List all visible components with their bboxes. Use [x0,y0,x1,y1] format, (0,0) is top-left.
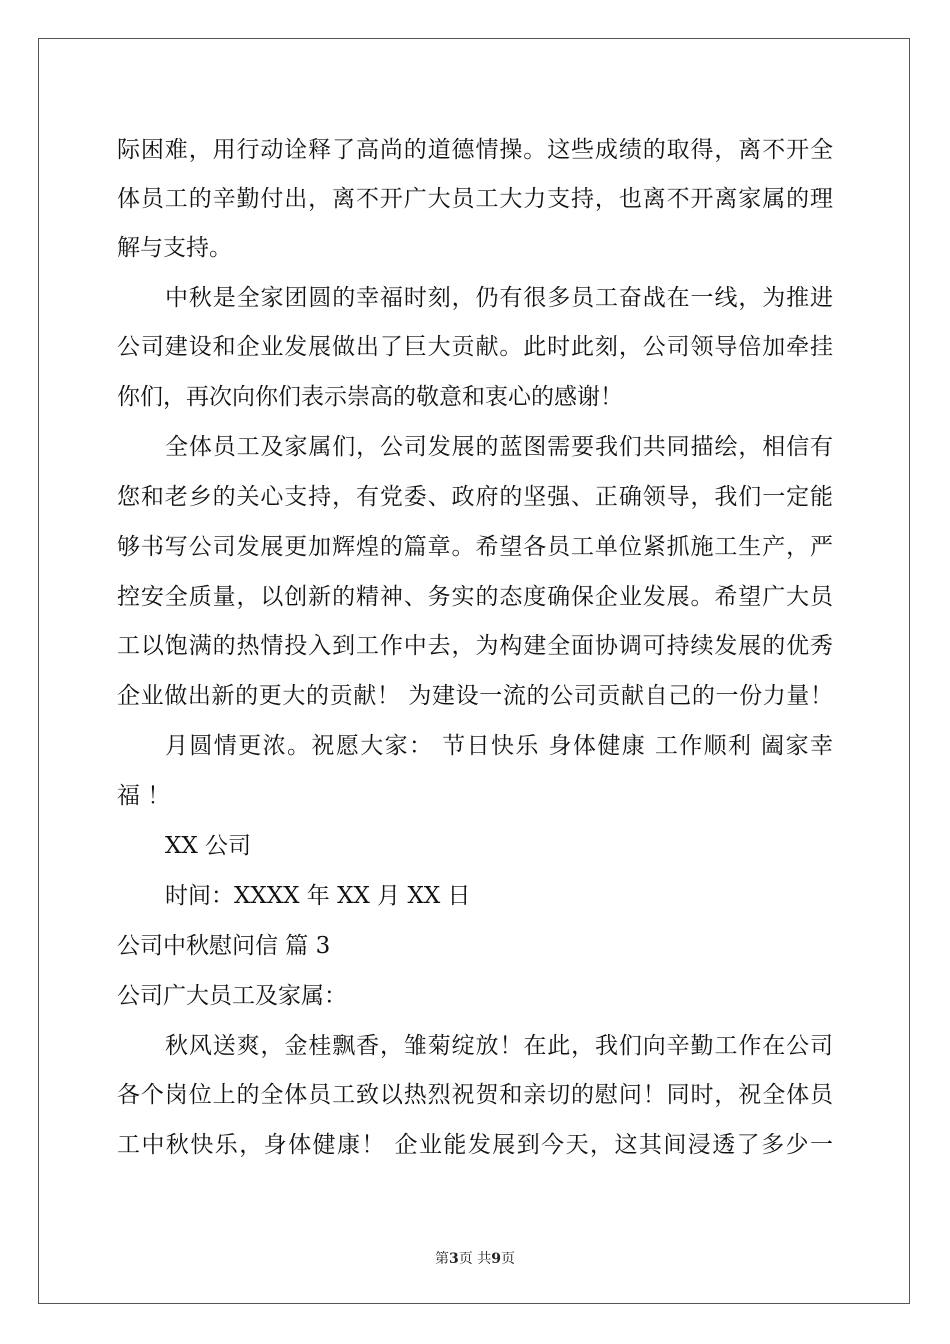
page-footer [0,1248,950,1268]
text-line: 工以饱满的热情投入到工作中去，为构建全面协调可持续发展的优秀 [117,633,833,659]
text-line: 际困难，用行动诠释了高尚的道德情操。这些成绩的取得，离不开全 [117,137,833,163]
text-line: 体员工的辛勤付出，离不开广大员工大力支持，也离不开离家属的理 [117,186,833,212]
text-line: 工中秋快乐，身体健康！ 企业能发展到今天，这其间浸透了多少一 [117,1132,833,1158]
text-line: 月圆情更浓。祝愿大家： 节日快乐 身体健康 工作顺利 阖家幸 [165,733,833,759]
footer-suffix: 页 [500,1251,515,1267]
section-heading: 公司中秋慰问信 篇 3 [117,933,331,959]
text-line: 公司建设和企业发展做出了巨大贡献。此时此刻，公司领导倍加牵挂 [117,334,833,360]
salutation: 公司广大员工及家属： [117,983,347,1009]
text-line: 各个岗位上的全体员工致以热烈祝贺和亲切的慰问！同时，祝全体员 [117,1082,833,1108]
text-line: 控安全质量，以创新的精神、务实的态度确保企业发展。希望广大员 [117,584,833,610]
text-line: 中秋是全家团圆的幸福时刻，仍有很多员工奋战在一线，为推进 [165,285,833,311]
text-line: 你们，再次向你们表示崇高的敬意和衷心的感谢！ [117,384,623,410]
footer-mid: 页 共 [458,1251,492,1267]
signature-date: 时间：XXXX 年 XX 月 XX 日 [165,883,471,909]
text-line: 企业做出新的更大的贡献！ 为建设一流的公司贡献自己的一份力量！ [117,683,833,709]
text-line: 您和老乡的关心支持，有党委、政府的坚强、正确领导，我们一定能 [117,484,833,510]
text-line: 解与支持。 [117,235,232,261]
signature-company: XX 公司 [165,833,252,859]
text-line: 福 ！ [117,783,171,809]
page-frame [38,38,910,1304]
footer-total-pages: 9 [491,1251,501,1267]
footer-prefix: 第 [435,1251,450,1267]
text-line: 全体员工及家属们，公司发展的蓝图需要我们共同描绘，相信有 [165,434,833,460]
text-line: 够书写公司发展更加辉煌的篇章。希望各员工单位紧抓施工生产，严 [117,534,833,560]
footer-page-number: 3 [449,1251,459,1267]
text-line: 秋风送爽，金桂飘香，雏菊绽放！在此，我们向辛勤工作在公司 [165,1033,833,1059]
